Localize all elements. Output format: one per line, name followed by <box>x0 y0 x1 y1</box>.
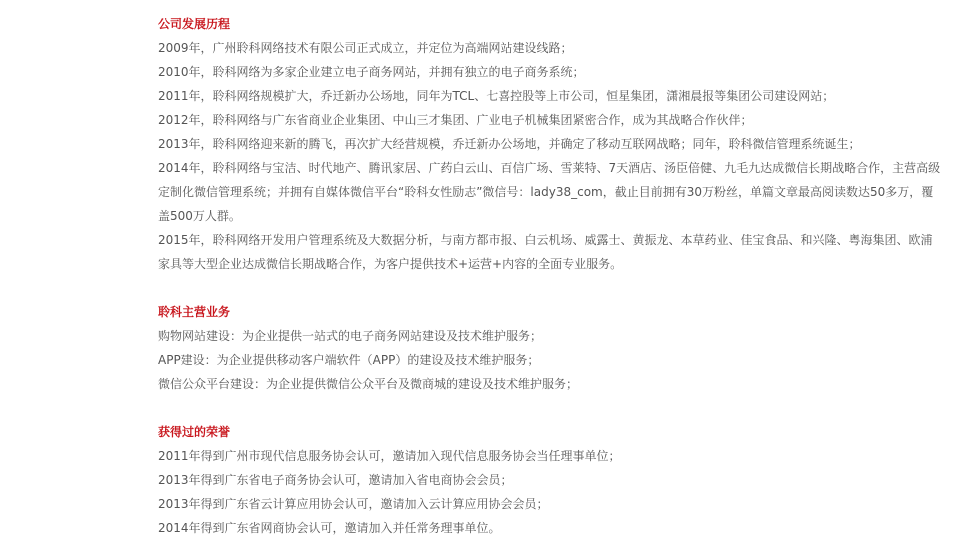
history-item-2012: 2012年，聆科网络与广东省商业企业集团、中山三才集团、广业电子机械集团紧密合作，成为其战略合作伙伴； <box>158 113 753 127</box>
about-content <box>158 12 942 540</box>
business-item-shopping-site: 购物网站建设：为企业提供一站式的电子商务网站建设及技术维护服务； <box>158 329 543 343</box>
history-item-2013: 2013年，聆科网络迎来新的腾飞，再次扩大经营规模，乔迁新办公场地，并确定了移动互联网战略；同年，聆科微信管理系统诞生； <box>158 137 861 151</box>
honors-list <box>158 444 942 540</box>
history-list <box>158 36 942 276</box>
honors-section <box>158 420 942 540</box>
business-list <box>158 324 942 396</box>
honor-item-2014: 2014年得到广东省网商协会认可，邀请加入并任常务理事单位。 <box>158 521 501 535</box>
history-heading: 公司发展历程 <box>158 17 231 31</box>
business-heading: 聆科主营业务 <box>158 305 231 319</box>
honors-heading: 获得过的荣誉 <box>158 425 231 439</box>
history-item-2009: 2009年，广州聆科网络技术有限公司正式成立，并定位为高端网站建设线路； <box>158 41 573 55</box>
business-item-wechat: 微信公众平台建设：为企业提供微信公众平台及微商城的建设及技术维护服务； <box>158 377 579 391</box>
business-section <box>158 300 942 396</box>
honor-item-2011: 2011年得到广州市现代信息服务协会认可，邀请加入现代信息服务协会当任理事单位； <box>158 449 621 463</box>
honor-item-2013-ecommerce: 2013年得到广东省电子商务协会认可，邀请加入省电商协会会员； <box>158 473 513 487</box>
history-item-2015: 2015年，聆科网络开发用户管理系统及大数据分析，与南方都市报、白云机场、威露士、黄振龙、本草药业、佳宝食品、和兴隆、粤海集团、欧浦家具等大型企业达成微信长期战略合作，为客户提供技术+运营+内容的全面专业服务。 <box>158 233 933 271</box>
history-item-2010: 2010年，聆科网络为多家企业建立电子商务网站，并拥有独立的电子商务系统； <box>158 65 585 79</box>
history-item-2011: 2011年，聆科网络规模扩大，乔迁新办公场地，同年为TCL、七喜控股等上市公司，恒星集团，潇湘晨报等集团公司建设网站； <box>158 89 835 103</box>
honor-item-2013-cloud: 2013年得到广东省云计算应用协会认可，邀请加入云计算应用协会会员； <box>158 497 549 511</box>
history-item-2014: 2014年，聆科网络与宝洁、时代地产、腾讯家居、广药白云山、百信广场、雪莱特、7天酒店、汤臣倍健、九毛九达成微信长期战略合作，主营高级定制化微信管理系统；并拥有自媒体微信平台“聆科女性励志”微信号：lady38_com，截止目前拥有30万粉丝，单篇文章最高阅读数达50多万，覆盖500万人群。 <box>158 161 941 223</box>
business-item-app: APP建设：为企业提供移动客户端软件（APP）的建设及技术维护服务； <box>158 353 540 367</box>
history-section <box>158 12 942 276</box>
